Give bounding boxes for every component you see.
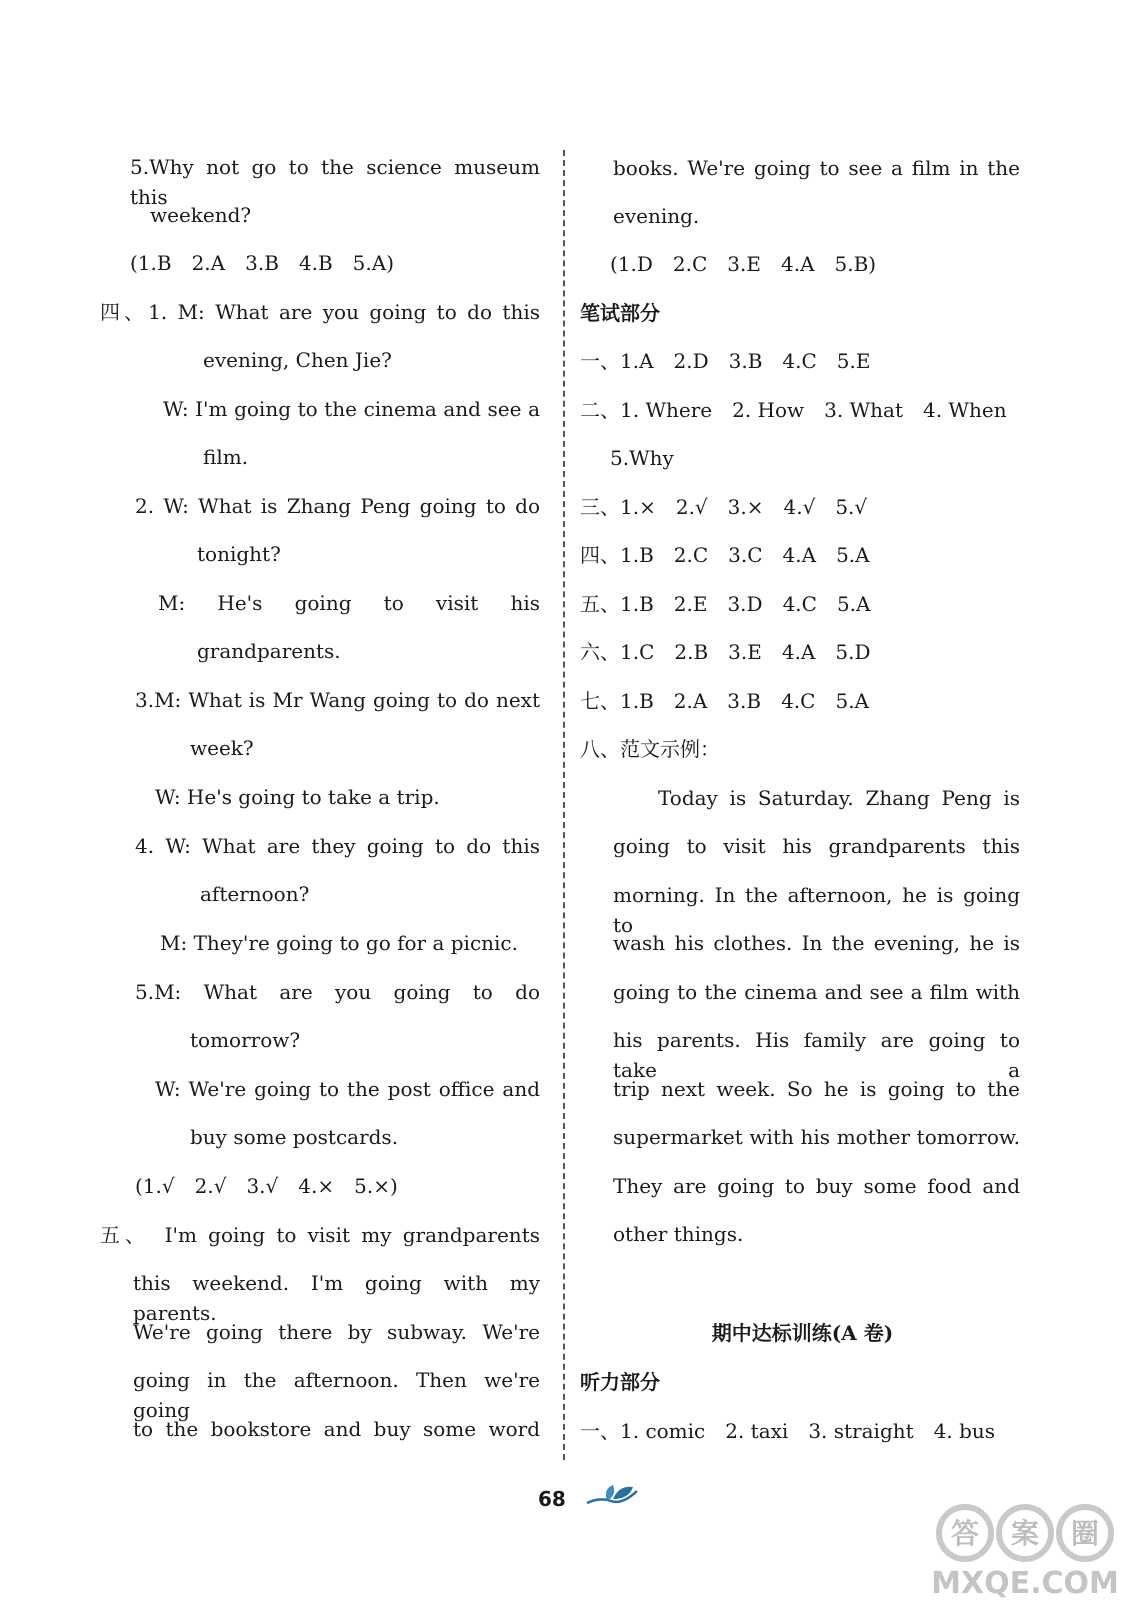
- right-text-line: going to visit his grandparents this: [613, 834, 1020, 858]
- right-text-line: evening.: [613, 204, 700, 228]
- left-text-line: tomorrow?: [190, 1028, 301, 1052]
- right-text-line: 六、1.C 2.B 3.E 4.A 5.D: [580, 640, 871, 664]
- left-text-line: weekend?: [150, 203, 252, 227]
- right-text-line: his parents. His family are going to take a: [613, 1028, 1020, 1082]
- left-text-line: tonight?: [197, 542, 281, 566]
- right-text-line: morning. In the afternoon, he is going to: [613, 883, 1020, 937]
- left-text-line: W: I'm going to the cinema and see a: [163, 397, 540, 421]
- right-text-line: 一、1.A 2.D 3.B 4.C 5.E: [580, 349, 871, 373]
- left-text-line: afternoon?: [200, 882, 310, 906]
- leaf-ornament-icon: [585, 1483, 640, 1509]
- right-text-line: wash his clothes. In the evening, he is: [613, 931, 1020, 955]
- left-text-line: this weekend. I'm going with my parents.: [133, 1271, 540, 1325]
- watermark-logo: [925, 1498, 1125, 1598]
- left-text-line: 5.M: What are you going to do: [135, 980, 540, 1004]
- left-text-line: M: He's going to visit his: [158, 591, 540, 615]
- left-text-line: buy some postcards.: [190, 1125, 399, 1149]
- left-text-line: 4. W: What are they going to do this: [135, 834, 540, 858]
- column-divider: [563, 150, 565, 1460]
- left-text-line: evening, Chen Jie?: [203, 348, 392, 372]
- right-text-line: going to the cinema and see a film with: [613, 980, 1020, 1004]
- left-text-line: grandparents.: [197, 639, 341, 663]
- left-text-line: M: They're going to go for a picnic.: [160, 931, 518, 955]
- left-text-line: 5.Why not go to the science museum this: [130, 155, 540, 209]
- right-text-line: 二、1. Where 2. How 3. What 4. When: [580, 398, 1007, 422]
- left-text-line: 3.M: What is Mr Wang going to do next: [135, 688, 540, 712]
- left-text-line: W: He's going to take a trip.: [155, 785, 440, 809]
- watermark-char-1: 答: [950, 1517, 980, 1550]
- page-number: 68: [538, 1487, 566, 1511]
- right-text-line: trip next week. So he is going to the: [613, 1077, 1020, 1101]
- left-text-line: 2. W: What is Zhang Peng going to do: [135, 494, 540, 518]
- right-text-line: supermarket with his mother tomorrow.: [613, 1125, 1020, 1149]
- right-text-line: 四、1.B 2.C 3.C 4.A 5.A: [580, 543, 870, 567]
- right-text-line: Today is Saturday. Zhang Peng is: [658, 786, 1020, 810]
- left-text-line: going in the afternoon. Then we're going: [133, 1368, 540, 1422]
- left-text-line: 四、1. M: What are you going to do this: [100, 300, 540, 324]
- watermark-char-3: 圈: [1070, 1517, 1100, 1550]
- left-text-line: to the bookstore and buy some word: [133, 1417, 540, 1441]
- right-text-line: 五、1.B 2.E 3.D 4.C 5.A: [580, 592, 871, 616]
- right-text-line: other things.: [613, 1222, 744, 1246]
- right-text-line: 听力部分: [580, 1370, 660, 1394]
- left-text-line: We're going there by subway. We're: [133, 1320, 540, 1344]
- watermark-char-2: 案: [1010, 1517, 1040, 1550]
- left-text-line: 五、 I'm going to visit my grandparents: [100, 1223, 540, 1247]
- right-text-line: 八、范文示例：: [580, 737, 720, 761]
- watermark-url: MXQE.COM: [931, 1566, 1119, 1598]
- left-text-line: (1.√ 2.√ 3.√ 4.× 5.×): [135, 1174, 398, 1198]
- right-text-line: 笔试部分: [580, 301, 660, 325]
- right-text-line: books. We're going to see a film in the: [613, 156, 1020, 180]
- left-text-line: (1.B 2.A 3.B 4.B 5.A): [130, 251, 394, 275]
- right-text-line: 5.Why: [610, 446, 674, 470]
- right-text-line: 期中达标训练(A 卷): [711, 1321, 894, 1345]
- right-text-line: They are going to buy some food and: [613, 1174, 1020, 1198]
- left-text-line: film.: [203, 445, 249, 469]
- left-text-line: W: We're going to the post office and: [155, 1077, 540, 1101]
- right-text-line: 一、1. comic 2. taxi 3. straight 4. bus: [580, 1419, 996, 1443]
- left-text-line: week?: [190, 736, 254, 760]
- right-text-line: (1.D 2.C 3.E 4.A 5.B): [610, 252, 877, 276]
- right-text-line: 七、1.B 2.A 3.B 4.C 5.A: [580, 689, 869, 713]
- right-text-line: 三、1.× 2.√ 3.× 4.√ 5.√: [580, 495, 868, 519]
